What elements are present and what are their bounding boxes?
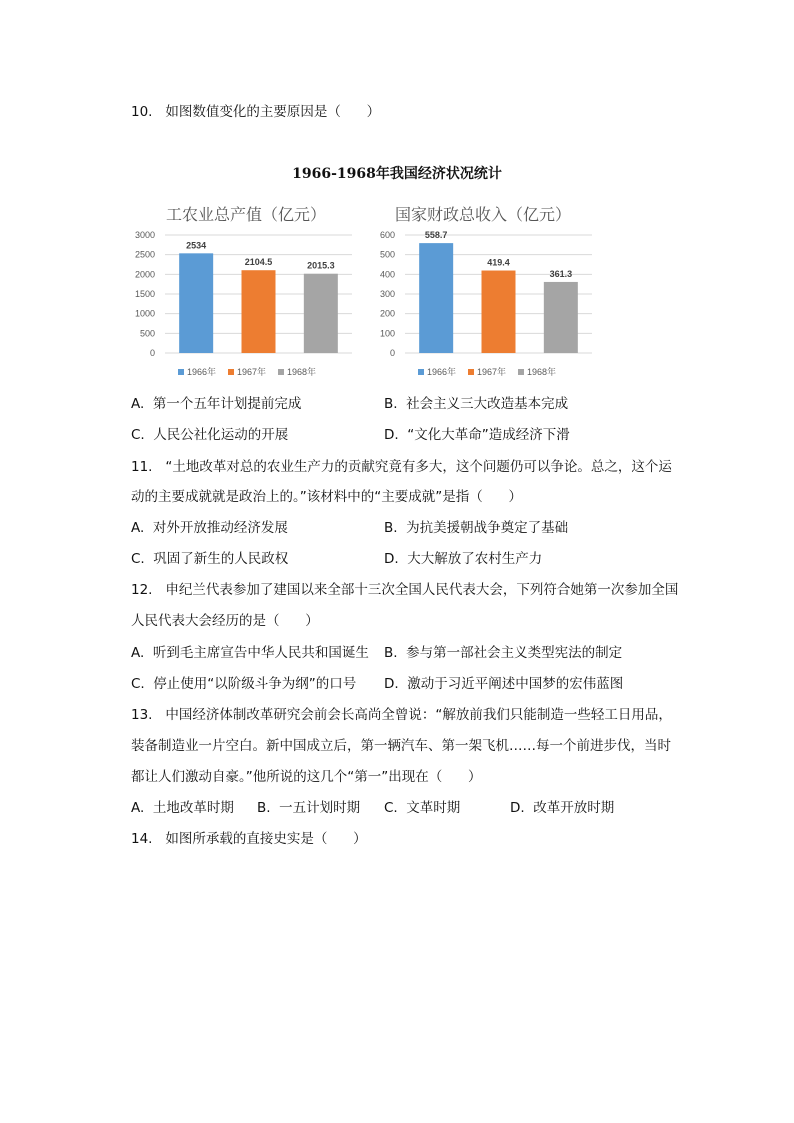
data-label: 361.3 (549, 268, 573, 279)
q12-option-a: A. 听到毛主席宣告中华人民共和国诞生 (131, 645, 369, 661)
data-label: 2104.5 (244, 257, 273, 268)
chart-industrial-agricultural-output (120, 225, 370, 385)
q10-option-b: B. 社会主义三大改造基本完成 (384, 396, 569, 412)
legend-swatch (228, 369, 234, 375)
q12-option-b: B. 参与第一部社会主义类型宪法的制定 (384, 645, 623, 661)
legend-label: 1968年 (287, 367, 317, 377)
legend-swatch (418, 369, 424, 375)
legend-label: 1966年 (427, 367, 457, 377)
legend-label: 1968年 (527, 367, 557, 377)
q12-stem-line2: 人民代表大会经历的是（ ） (131, 613, 319, 629)
q13-option-a: A. 土地改革时期 (131, 800, 234, 816)
q11-option-a: A. 对外开放推动经济发展 (131, 520, 288, 536)
y-tick-label: 1000 (134, 308, 155, 319)
q13-stem-line3: 都让人们激动自豪。”他所说的这几个“第一”出现在（ ） (131, 769, 482, 785)
bar-1966年 (419, 243, 453, 353)
chart2-title: 国家财政总收入（亿元） (395, 205, 572, 224)
q10-stem: 10. 如图数值变化的主要原因是（ ） (131, 104, 381, 120)
bar-1967年 (242, 270, 276, 353)
bar-1968年 (304, 274, 338, 353)
figure-title: 1966-1968年我国经济状况统计 (292, 166, 502, 182)
bar-1968年 (544, 282, 578, 353)
y-tick-label: 2500 (134, 249, 155, 260)
y-tick-label: 200 (379, 308, 395, 319)
q13-stem-line1: 13. 中国经济体制改革研究会前会长高尚全曾说：“解放前我们只能制造一些轻工日用品， (131, 707, 672, 723)
legend-label: 1966年 (187, 367, 217, 377)
data-label: 558.7 (424, 230, 448, 241)
y-tick-label: 500 (139, 328, 155, 339)
legend-swatch (278, 369, 284, 375)
data-label: 2534 (186, 240, 207, 251)
data-label: 419.4 (487, 257, 510, 268)
q11-option-b: B. 为抗美援朝战争奠定了基础 (384, 520, 569, 536)
y-tick-label: 2000 (134, 269, 155, 280)
bar-1966年 (179, 253, 213, 353)
q12-stem-line1: 12. 申纪兰代表参加了建国以来全部十三次全国人民代表大会，下列符合她第一次参加全国 (131, 582, 679, 598)
y-tick-label: 3000 (134, 230, 155, 240)
bar-1967年 (482, 271, 516, 353)
chart-national-fiscal-revenue (360, 225, 610, 385)
q10-option-d: D. “文化大革命”造成经济下滑 (384, 427, 570, 443)
y-tick-label: 300 (379, 289, 395, 299)
q11-option-d: D. 大大解放了农村生产力 (384, 551, 543, 567)
legend-swatch (178, 369, 184, 375)
q13-option-b: B. 一五计划时期 (257, 800, 361, 816)
y-tick-label: 1500 (134, 289, 155, 299)
legend-swatch (518, 369, 524, 375)
q13-option-d: D. 改革开放时期 (510, 800, 615, 816)
y-tick-label: 0 (149, 348, 155, 358)
q10-option-c: C. 人民公社化运动的开展 (131, 427, 289, 443)
q12-option-c: C. 停止使用“以阶级斗争为纲”的口号 (131, 676, 357, 692)
q13-stem-line2: 装备制造业一片空白。新中国成立后，第一辆汽车、第一架飞机……每一个前进步伐，当时 (131, 738, 671, 754)
q13-option-c: C. 文革时期 (384, 800, 461, 816)
data-label: 2015.3 (307, 260, 335, 271)
y-tick-label: 500 (379, 249, 395, 260)
chart1-title: 工农业总产值（亿元） (166, 205, 327, 224)
q11-stem-line1: 11. “土地改革对总的农业生产力的贡献究竟有多大，这个问题仍可以争论。总之，这个运 (131, 459, 672, 475)
q10-option-a: A. 第一个五年计划提前完成 (131, 396, 302, 412)
y-tick-label: 100 (379, 328, 395, 339)
q12-option-d: D. 激动于习近平阐述中国梦的宏伟蓝图 (384, 676, 624, 692)
q11-stem-line2: 动的主要成就就是政治上的。”该材料中的“主要成就”是指（ ） (131, 489, 522, 505)
y-tick-label: 400 (379, 269, 395, 280)
legend-swatch (468, 369, 474, 375)
q11-option-c: C. 巩固了新生的人民政权 (131, 551, 289, 567)
q14-stem: 14. 如图所承载的直接史实是（ ） (131, 831, 367, 847)
legend-label: 1967年 (477, 367, 507, 377)
y-tick-label: 600 (379, 230, 395, 240)
y-tick-label: 0 (389, 348, 395, 358)
legend-label: 1967年 (237, 367, 267, 377)
